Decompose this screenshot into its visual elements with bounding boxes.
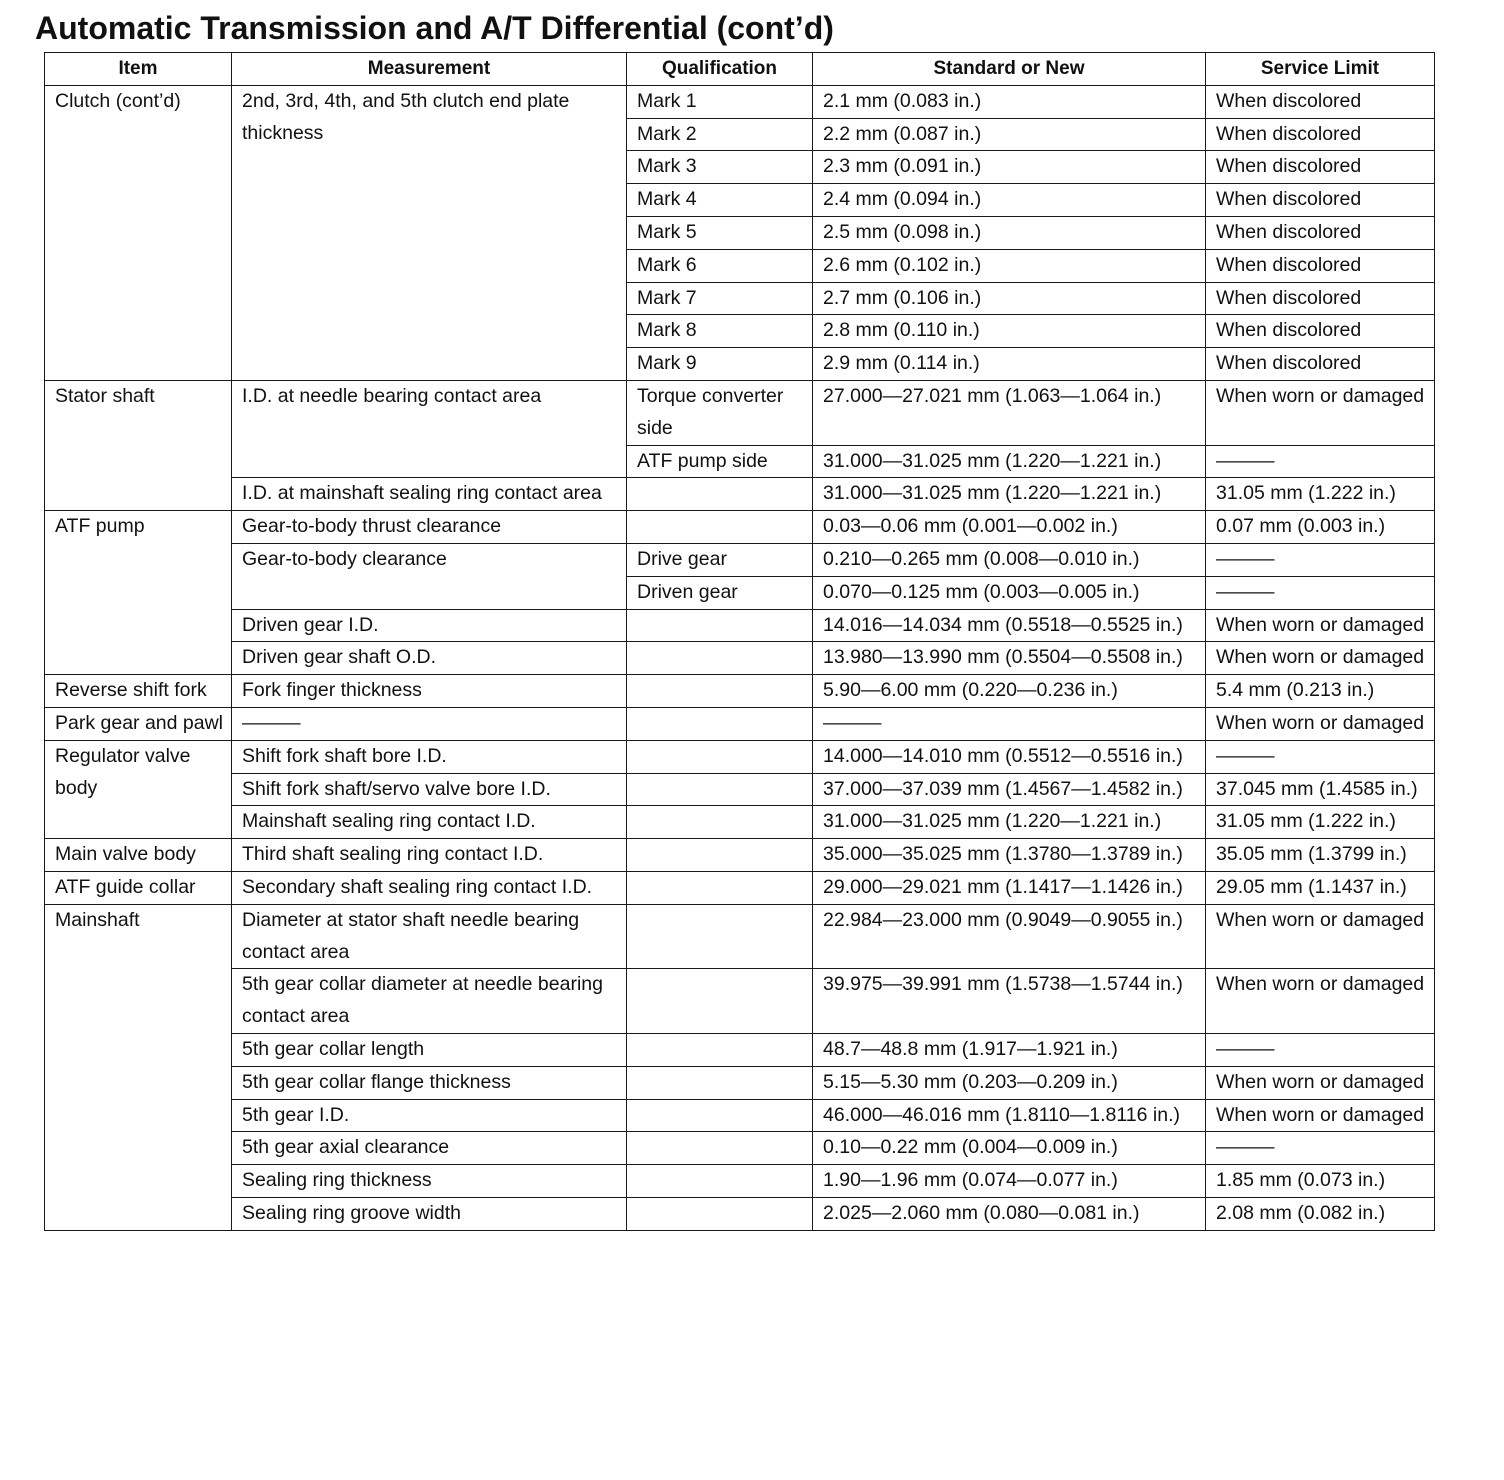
- qualification-cell: [627, 609, 813, 642]
- measurement-cell: Gear-to-body thrust clearance: [232, 511, 627, 544]
- limit-cell: When worn or damaged: [1206, 707, 1435, 740]
- limit-cell: ———: [1206, 1132, 1435, 1165]
- measurement-cell: Fork finger thickness: [232, 675, 627, 708]
- standard-cell: 14.016—14.034 mm (0.5518—0.5525 in.): [813, 609, 1206, 642]
- standard-cell: 31.000—31.025 mm (1.220—1.221 in.): [813, 478, 1206, 511]
- qualification-cell: [627, 1099, 813, 1132]
- limit-cell: ———: [1206, 740, 1435, 773]
- measurement-cell: Diameter at stator shaft needle bearing contact area: [232, 904, 627, 969]
- limit-cell: 31.05 mm (1.222 in.): [1206, 806, 1435, 839]
- qualification-cell: [627, 707, 813, 740]
- limit-cell: ———: [1206, 1033, 1435, 1066]
- standard-cell: 46.000—46.016 mm (1.8110—1.8116 in.): [813, 1099, 1206, 1132]
- qualification-cell: Driven gear: [627, 576, 813, 609]
- limit-cell: When discolored: [1206, 315, 1435, 348]
- qualification-cell: [627, 1165, 813, 1198]
- item-cell: Mainshaft: [45, 904, 232, 1230]
- limit-cell: 2.08 mm (0.082 in.): [1206, 1197, 1435, 1230]
- table-row: [45, 1197, 1435, 1230]
- measurement-cell: 5th gear I.D.: [232, 1099, 627, 1132]
- page-title: Automatic Transmission and A/T Differential (cont’d): [35, 10, 834, 46]
- qualification-cell: [627, 871, 813, 904]
- header-measurement: Measurement: [232, 53, 627, 86]
- qualification-cell: [627, 969, 813, 1034]
- limit-cell: When worn or damaged: [1206, 904, 1435, 969]
- standard-cell: 2.4 mm (0.094 in.): [813, 184, 1206, 217]
- table-row: [45, 740, 1435, 773]
- qualification-cell: Torque converter side: [627, 380, 813, 445]
- table-row: [45, 1132, 1435, 1165]
- measurement-cell: Gear-to-body clearance: [232, 543, 627, 609]
- standard-cell: 0.10—0.22 mm (0.004—0.009 in.): [813, 1132, 1206, 1165]
- standard-cell: 31.000—31.025 mm (1.220—1.221 in.): [813, 806, 1206, 839]
- limit-cell: When worn or damaged: [1206, 380, 1435, 445]
- limit-cell: When discolored: [1206, 348, 1435, 381]
- limit-cell: 5.4 mm (0.213 in.): [1206, 675, 1435, 708]
- standard-cell: 39.975—39.991 mm (1.5738—1.5744 in.): [813, 969, 1206, 1034]
- standard-cell: 2.1 mm (0.083 in.): [813, 85, 1206, 118]
- table-row: [45, 1165, 1435, 1198]
- table-row: [45, 543, 1435, 576]
- standard-cell: 5.15—5.30 mm (0.203—0.209 in.): [813, 1066, 1206, 1099]
- standard-cell: 2.7 mm (0.106 in.): [813, 282, 1206, 315]
- qualification-cell: [627, 1197, 813, 1230]
- standard-cell: 0.210—0.265 mm (0.008—0.010 in.): [813, 543, 1206, 576]
- measurement-cell: 5th gear collar diameter at needle bearing contact area: [232, 969, 627, 1034]
- standard-cell: 2.2 mm (0.087 in.): [813, 118, 1206, 151]
- standard-cell: 0.03—0.06 mm (0.001—0.002 in.): [813, 511, 1206, 544]
- standard-cell: 0.070—0.125 mm (0.003—0.005 in.): [813, 576, 1206, 609]
- qualification-cell: Mark 7: [627, 282, 813, 315]
- qualification-cell: [627, 904, 813, 969]
- qualification-cell: Mark 6: [627, 249, 813, 282]
- item-cell: Stator shaft: [45, 380, 232, 510]
- standard-cell: 14.000—14.010 mm (0.5512—0.5516 in.): [813, 740, 1206, 773]
- standard-cell: 2.3 mm (0.091 in.): [813, 151, 1206, 184]
- standard-cell: 35.000—35.025 mm (1.3780—1.3789 in.): [813, 839, 1206, 872]
- qualification-cell: Drive gear: [627, 543, 813, 576]
- measurement-cell: 5th gear collar length: [232, 1033, 627, 1066]
- limit-cell: When worn or damaged: [1206, 642, 1435, 675]
- item-cell: ATF guide collar: [45, 871, 232, 904]
- qualification-cell: Mark 2: [627, 118, 813, 151]
- qualification-cell: Mark 4: [627, 184, 813, 217]
- item-cell: Reverse shift fork: [45, 675, 232, 708]
- standard-cell: 2.9 mm (0.114 in.): [813, 348, 1206, 381]
- limit-cell: 0.07 mm (0.003 in.): [1206, 511, 1435, 544]
- limit-cell: 35.05 mm (1.3799 in.): [1206, 839, 1435, 872]
- measurement-cell: 2nd, 3rd, 4th, and 5th clutch end plate thickness: [232, 85, 627, 380]
- standard-cell: 2.8 mm (0.110 in.): [813, 315, 1206, 348]
- measurement-cell: Sealing ring groove width: [232, 1197, 627, 1230]
- qualification-cell: Mark 9: [627, 348, 813, 381]
- limit-cell: When discolored: [1206, 184, 1435, 217]
- qualification-cell: [627, 839, 813, 872]
- qualification-cell: [627, 642, 813, 675]
- standard-cell: 2.6 mm (0.102 in.): [813, 249, 1206, 282]
- qualification-cell: [627, 511, 813, 544]
- limit-cell: When discolored: [1206, 118, 1435, 151]
- standard-cell: 29.000—29.021 mm (1.1417—1.1426 in.): [813, 871, 1206, 904]
- qualification-cell: [627, 1066, 813, 1099]
- limit-cell: ———: [1206, 576, 1435, 609]
- qualification-cell: [627, 478, 813, 511]
- measurement-cell: Mainshaft sealing ring contact I.D.: [232, 806, 627, 839]
- measurement-cell: Third shaft sealing ring contact I.D.: [232, 839, 627, 872]
- qualification-cell: [627, 773, 813, 806]
- measurement-cell: Sealing ring thickness: [232, 1165, 627, 1198]
- measurement-cell: Driven gear I.D.: [232, 609, 627, 642]
- measurement-cell: 5th gear collar flange thickness: [232, 1066, 627, 1099]
- standard-cell: ———: [813, 707, 1206, 740]
- limit-cell: When discolored: [1206, 249, 1435, 282]
- table-row: [45, 85, 1435, 118]
- measurement-cell: 5th gear axial clearance: [232, 1132, 627, 1165]
- measurement-cell: Driven gear shaft O.D.: [232, 642, 627, 675]
- measurement-cell: I.D. at needle bearing contact area: [232, 380, 627, 477]
- limit-cell: 31.05 mm (1.222 in.): [1206, 478, 1435, 511]
- standard-cell: 2.5 mm (0.098 in.): [813, 216, 1206, 249]
- limit-cell: When worn or damaged: [1206, 969, 1435, 1034]
- standard-cell: 22.984—23.000 mm (0.9049—0.9055 in.): [813, 904, 1206, 969]
- header-qualification: Qualification: [627, 53, 813, 86]
- standard-cell: 13.980—13.990 mm (0.5504—0.5508 in.): [813, 642, 1206, 675]
- item-cell: Park gear and pawl: [45, 707, 232, 740]
- limit-cell: When discolored: [1206, 282, 1435, 315]
- qualification-cell: [627, 740, 813, 773]
- standard-cell: 31.000—31.025 mm (1.220—1.221 in.): [813, 445, 1206, 478]
- header-service-limit: Service Limit: [1206, 53, 1435, 86]
- limit-cell: When worn or damaged: [1206, 1099, 1435, 1132]
- qualification-cell: [627, 1033, 813, 1066]
- limit-cell: When discolored: [1206, 216, 1435, 249]
- limit-cell: 37.045 mm (1.4585 in.): [1206, 773, 1435, 806]
- header-standard: Standard or New: [813, 53, 1206, 86]
- standard-cell: 27.000—27.021 mm (1.063—1.064 in.): [813, 380, 1206, 445]
- item-cell: ATF pump: [45, 511, 232, 675]
- table-row: [45, 511, 1435, 544]
- limit-cell: ———: [1206, 543, 1435, 576]
- qualification-cell: Mark 5: [627, 216, 813, 249]
- table-row: [45, 839, 1435, 872]
- standard-cell: 48.7—48.8 mm (1.917—1.921 in.): [813, 1033, 1206, 1066]
- qualification-cell: Mark 8: [627, 315, 813, 348]
- measurement-cell: Shift fork shaft bore I.D.: [232, 740, 627, 773]
- qualification-cell: Mark 1: [627, 85, 813, 118]
- table-row: [45, 806, 1435, 839]
- measurement-cell: ———: [232, 707, 627, 740]
- measurement-cell: Shift fork shaft/servo valve bore I.D.: [232, 773, 627, 806]
- qualification-cell: [627, 675, 813, 708]
- item-cell: Clutch (cont’d): [45, 85, 232, 380]
- spec-table: [44, 52, 1435, 1231]
- limit-cell: When discolored: [1206, 85, 1435, 118]
- table-header-row: [45, 53, 1435, 86]
- limit-cell: 29.05 mm (1.1437 in.): [1206, 871, 1435, 904]
- qualification-cell: Mark 3: [627, 151, 813, 184]
- qualification-cell: ATF pump side: [627, 445, 813, 478]
- item-cell: Regulator valve body: [45, 740, 232, 838]
- item-cell: Main valve body: [45, 839, 232, 872]
- table-row: [45, 773, 1435, 806]
- measurement-cell: Secondary shaft sealing ring contact I.D.: [232, 871, 627, 904]
- measurement-cell: I.D. at mainshaft sealing ring contact area: [232, 478, 627, 511]
- limit-cell: ———: [1206, 445, 1435, 478]
- standard-cell: 5.90—6.00 mm (0.220—0.236 in.): [813, 675, 1206, 708]
- limit-cell: When discolored: [1206, 151, 1435, 184]
- limit-cell: 1.85 mm (0.073 in.): [1206, 1165, 1435, 1198]
- standard-cell: 37.000—37.039 mm (1.4567—1.4582 in.): [813, 773, 1206, 806]
- table-row: [45, 1033, 1435, 1066]
- qualification-cell: [627, 1132, 813, 1165]
- limit-cell: When worn or damaged: [1206, 609, 1435, 642]
- header-item: Item: [45, 53, 232, 86]
- limit-cell: When worn or damaged: [1206, 1066, 1435, 1099]
- standard-cell: 2.025—2.060 mm (0.080—0.081 in.): [813, 1197, 1206, 1230]
- qualification-cell: [627, 806, 813, 839]
- standard-cell: 1.90—1.96 mm (0.074—0.077 in.): [813, 1165, 1206, 1198]
